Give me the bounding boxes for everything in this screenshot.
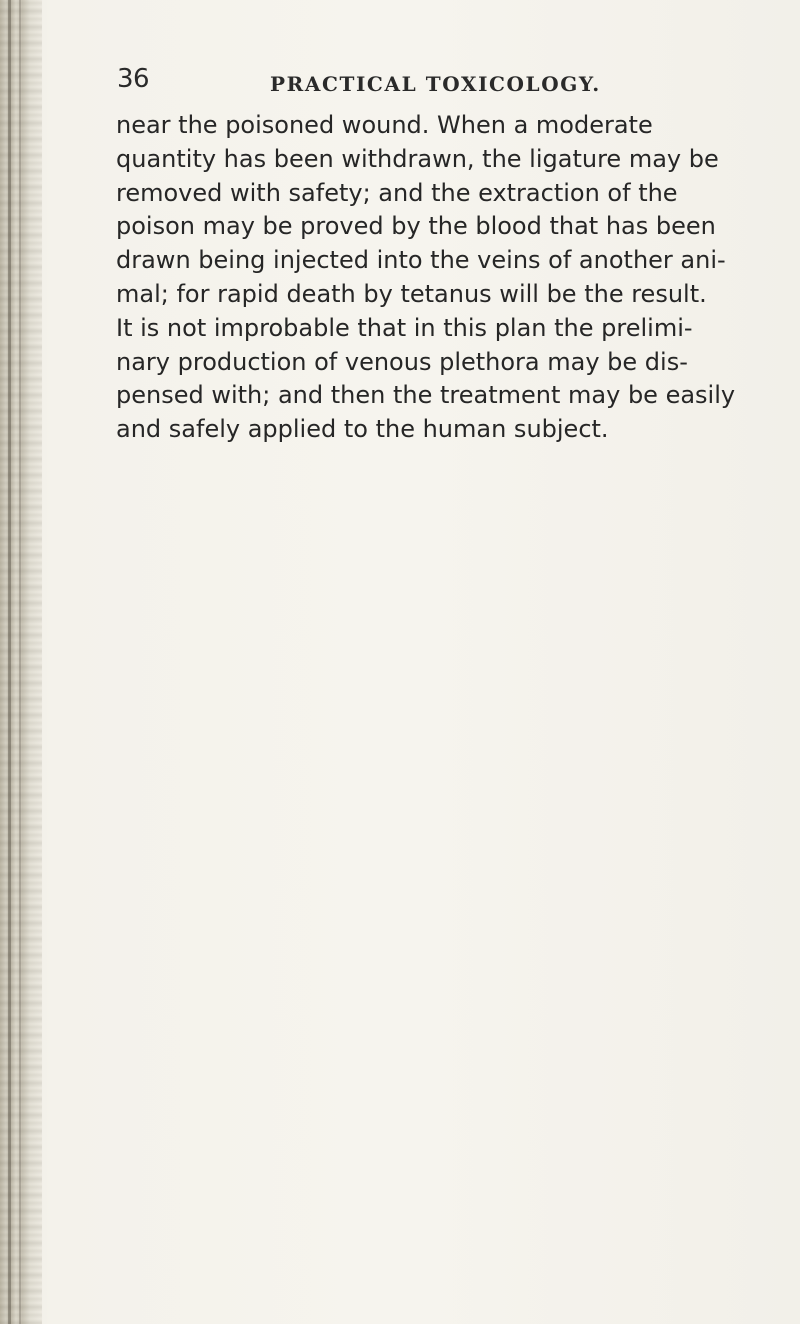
page-number: 36: [117, 64, 150, 94]
text-line: It is not improbable that in this plan the prelimi-: [116, 313, 693, 342]
text-line: near the poisoned wound. When a moderate: [116, 111, 653, 139]
text-line: pensed with; and then the treatment may be easily: [116, 381, 736, 410]
running-head: [117, 64, 617, 100]
text-line: quantity has been withdrawn, the ligature may be: [116, 144, 719, 173]
body-paragraph: [116, 109, 736, 447]
text-line: mal; for rapid death by tetanus will be the result.: [116, 279, 707, 308]
text-line: poison may be proved by the blood that has been: [116, 212, 716, 241]
page-binding-edge: [0, 0, 42, 1324]
binding-shadow-line: [8, 0, 11, 1324]
text-line: and safely applied to the human subject.: [116, 415, 609, 444]
text-line: nary production of venous plethora may be dis-: [116, 347, 688, 376]
binding-shadow-line: [19, 0, 21, 1324]
text-line: drawn being injected into the veins of another ani-: [116, 246, 726, 275]
text-line: removed with safety; and the extraction of the: [116, 178, 678, 207]
running-title: PRACTICAL TOXICOLOGY.: [270, 72, 601, 96]
